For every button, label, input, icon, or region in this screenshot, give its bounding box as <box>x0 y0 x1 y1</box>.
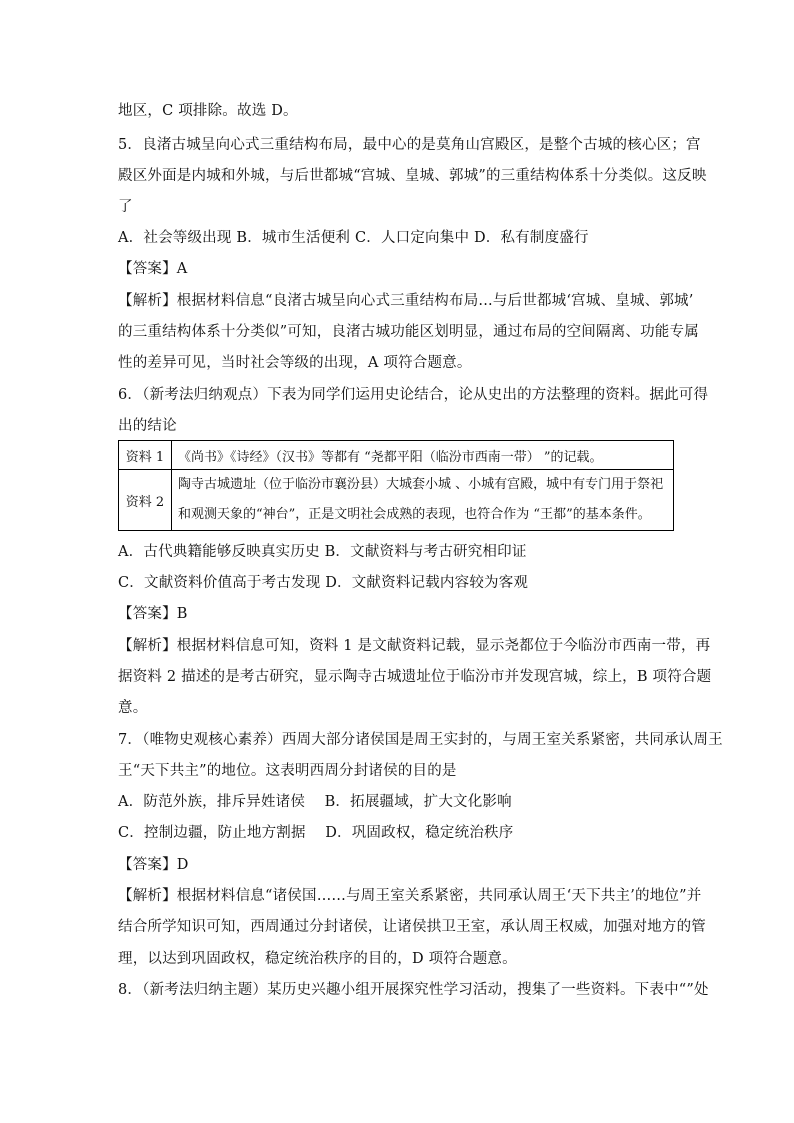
text-line: 了 <box>118 199 133 215</box>
material-table <box>118 440 674 531</box>
question-6-line: 6．（新考法归纳观点）下表为同学们运用史论结合，论从史出的方法整理的资料。据此可得 <box>118 387 709 403</box>
options-line: A．社会等级出现 B．城市生活便利 C．人口定向集中 D．私有制度盛行 <box>118 230 589 246</box>
text-line: 出的结论 <box>118 418 177 434</box>
table-row <box>119 470 674 531</box>
text-line: 理，以达到巩固政权，稳定统治秩序的目的，D 项符合题意。 <box>118 951 517 967</box>
options-line: C．控制边疆，防止地方割据 D．巩固政权，稳定统治秩序 <box>118 825 514 841</box>
text-line: 的三重结构体系十分类似”可知，良渚古城功能区划明显，通过布局的空间隔离、功能专属 <box>118 324 699 340</box>
text-line: 据资料 2 描述的是考古研究，显示陶寺古城遗址位于临汾市并发现宫城，综上，B 项符合题 <box>118 669 712 685</box>
analysis-line: 【解析】根据材料信息“良渚古城呈向心式三重结构布局...与后世都城‘宫城、皇城、郭城’ <box>118 293 694 309</box>
table-row-label: 资料 1 <box>119 441 172 470</box>
text-line: 殿区外面是内城和外城，与后世都城“宫城、皇城、郭城”的三重结构体系十分类似。这反映 <box>118 168 707 184</box>
text-line: 王“天下共主”的地位。这表明西周分封诸侯的目的是 <box>118 763 457 779</box>
options-line: A．古代典籍能够反映真实历史 B．文献资料与考古研究相印证 <box>118 544 527 560</box>
table-cell-line: 和观测天象的“神台”，正是文明社会成熟的表现，也符合作为 “王都”的基本条件。 <box>178 507 651 522</box>
table-row <box>119 441 674 470</box>
text-line: 地区，C 项排除。故选 D。 <box>118 103 298 119</box>
table-cell: 《尚书》《诗经》（汉书》等都有 “尧都平阳（临汾市西南一带） ”的记载。 <box>172 441 674 470</box>
table-row-label: 资料 2 <box>119 470 172 531</box>
question-8-line: 8．（新考法归纳主题）某历史兴趣小组开展探究性学习活动，搜集了一些资料。下表中“”处 <box>118 982 709 998</box>
question-7-line: 7．（唯物史观核心素养）西周大部分诸侯国是周王实封的，与周王室关系紧密，共同承认周王 <box>118 732 723 748</box>
analysis-line: 【解析】根据材料信息可知，资料 1 是文献资料记载，显示尧都位于今临汾市西南一带，再 <box>118 638 711 654</box>
question-5-line: 5．良渚古城呈向心式三重结构布局，最中心的是莫角山宫殿区，是整个古城的核心区；宫 <box>118 137 701 153</box>
answer-line: 【答案】B <box>118 606 188 622</box>
text-line: 结合所学知识可知，西周通过分封诸侯，让诸侯拱卫王室，承认周王权威，加强对地方的管 <box>118 919 706 935</box>
table-cell-line: 陶寺古城遗址（位于临汾市襄汾县）大城套小城 、小城有宫殿，城中有专门用于祭祀 <box>178 477 664 492</box>
answer-line: 【答案】D <box>118 857 189 873</box>
options-line: A．防范外族，排斥异姓诸侯 B．拓展疆域，扩大文化影响 <box>118 794 512 810</box>
options-line: C．文献资料价值高于考古发现 D．文献资料记载内容较为客观 <box>118 575 529 591</box>
answer-line: 【答案】A <box>118 261 188 277</box>
text-line: 性的差异可见，当时社会等级的出现，A 项符合题意。 <box>118 355 472 371</box>
table-cell <box>172 470 674 531</box>
text-line: 意。 <box>118 700 148 716</box>
analysis-line: 【解析】根据材料信息“诸侯国……与周王室关系紧密，共同承认周王‘天下共主’的地位”并 <box>118 888 702 904</box>
